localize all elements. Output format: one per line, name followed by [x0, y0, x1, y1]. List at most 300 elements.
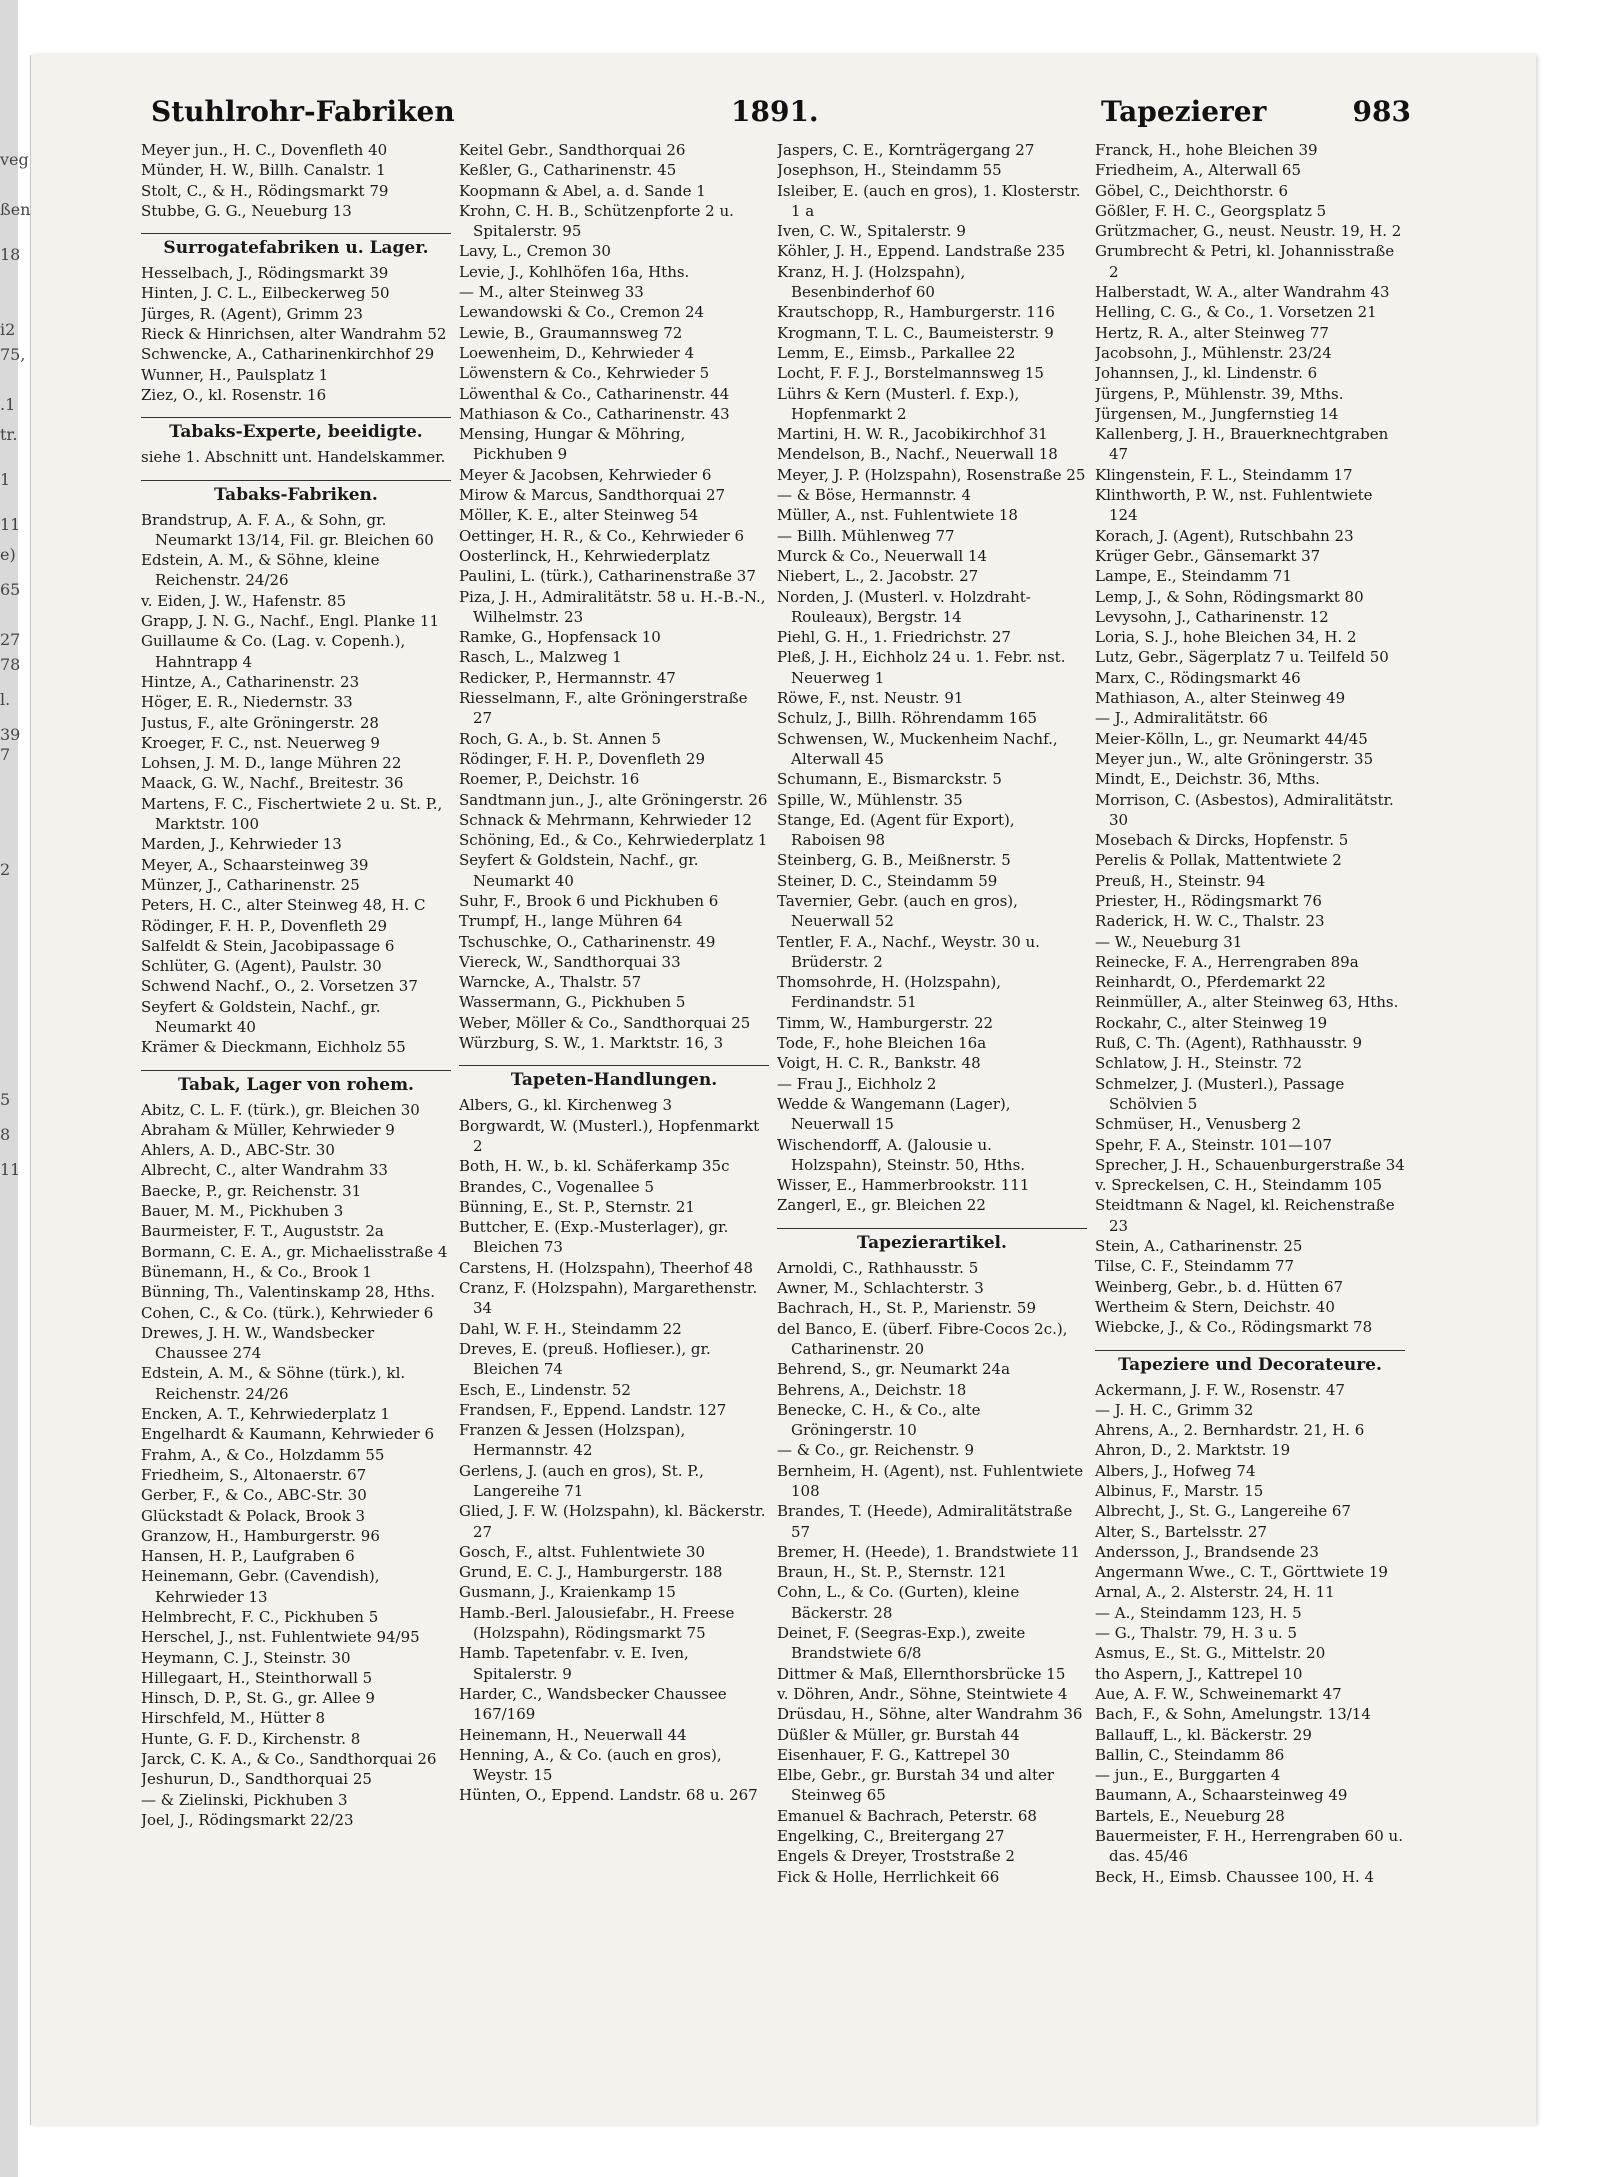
directory-entry: Tschuschke, O., Catharinenstr. 49	[459, 932, 716, 951]
directory-entry: Jürgens, P., Mühlenstr. 39, Mths.	[1095, 384, 1344, 403]
directory-entry: Jaspers, C. E., Kornträgergang 27	[777, 141, 1035, 159]
directory-entry: Mirow & Marcus, Sandthorquai 27	[459, 486, 726, 505]
directory-entry: Möller, K. E., alter Steinweg 54	[459, 506, 699, 525]
directory-entry: Stolt, C., & H., Rödingsmarkt 79	[141, 181, 389, 200]
directory-entry: Harder, C., Wandsbecker Chaussee 167/169	[459, 1684, 727, 1724]
section-heading: Tabaks-Experte, beeidigte.	[141, 417, 451, 443]
directory-entry: Timm, W., Hamburgerstr. 22	[777, 1013, 994, 1032]
directory-entry: Suhr, F., Brook 6 und Pickhuben 6	[459, 891, 719, 910]
directory-entry: Spille, W., Mühlenstr. 35	[777, 790, 963, 809]
directory-entry: Mindt, E., Deichstr. 36, Mths.	[1095, 770, 1320, 789]
section-heading: Tabak, Lager von rohem.	[141, 1070, 451, 1096]
directory-entry: Wisser, E., Hammerbrookstr. 111	[777, 1176, 1030, 1195]
directory-entry: Gerlens, J. (auch en gros), St. P., Langereihe 71	[459, 1461, 704, 1500]
directory-entry: Grund, E. C. J., Hamburgerstr. 188	[459, 1563, 723, 1582]
directory-entry: Paulini, L. (türk.), Catharinenstraße 37	[459, 567, 756, 586]
directory-entry: v. Eiden, J. W., Hafenstr. 85	[141, 591, 347, 610]
directory-entry: Cohn, L., & Co. (Gurten), kleine Bäckerstr. 28	[777, 1583, 1020, 1622]
directory-entry: Mosebach & Dircks, Hopfenstr. 5	[1095, 831, 1349, 850]
directory-entry: Pleß, J. H., Eichholz 24 u. 1. Febr. nst. Neuerweg 1	[777, 648, 1066, 687]
directory-entry: Köhler, J. H., Eppend. Landstraße 235	[777, 242, 1066, 261]
directory-entry: Heinemann, H., Neuerwall 44	[459, 1725, 687, 1744]
directory-entry: Arnoldi, C., Rathhausstr. 5	[777, 1258, 979, 1277]
directory-entry: Albrecht, C., alter Wandrahm 33	[141, 1161, 388, 1180]
directory-entry: Seyfert & Goldstein, Nachf., gr. Neumarkt 40	[141, 997, 381, 1036]
directory-entry: Stein, A., Catharinenstr. 25	[1095, 1237, 1303, 1256]
directory-entry: — A., Steindamm 123, H. 5	[1095, 1603, 1302, 1622]
directory-entry: Dreves, E. (preuß. Hoflieser.), gr. Bleichen 74	[459, 1339, 711, 1379]
directory-entry: Weinberg, Gebr., b. d. Hütten 67	[1095, 1277, 1344, 1296]
directory-entry: Rieck & Hinrichsen, alter Wandrahm 52	[141, 325, 447, 344]
directory-entry: Oosterlinck, H., Kehrwiederplatz	[459, 546, 710, 565]
directory-entry: Ballauff, L., kl. Bäckerstr. 29	[1095, 1725, 1312, 1744]
directory-entry: Korach, J. (Agent), Rutschbahn 23	[1095, 526, 1354, 545]
directory-entry: Kranz, H. J. (Holzspahn), Besenbinderhof 60	[777, 262, 966, 302]
directory-entry: Ahrens, A., 2. Bernhardstr. 21, H. 6	[1095, 1421, 1365, 1440]
directory-entry: Ahlers, A. D., ABC-Str. 30	[141, 1141, 335, 1160]
directory-entry: Krüger Gebr., Gänsemarkt 37	[1095, 546, 1321, 565]
directory-entry: siehe 1. Abschnitt unt. Handelskammer.	[141, 448, 446, 467]
margin-note: tr.	[0, 425, 18, 444]
margin-note: 39	[0, 725, 21, 744]
directory-entry: Henning, A., & Co. (auch en gros), Weystr. 15	[459, 1745, 722, 1785]
directory-entry: Tode, F., hohe Bleichen 16a	[777, 1034, 987, 1053]
directory-entry: Schwencke, A., Catharinenkirchhof 29	[141, 345, 435, 364]
directory-entry: Lemp, J., & Sohn, Rödingsmarkt 80	[1095, 587, 1364, 606]
directory-entry: — J., Admiralitätstr. 66	[1095, 709, 1268, 728]
directory-entry: Morrison, C. (Asbestos), Admiralitätstr. 30	[1095, 790, 1394, 829]
directory-entry: Dittmer & Maß, Ellernthorsbrücke 15	[777, 1664, 1066, 1683]
directory-entry: Carstens, H. (Holzspahn), Theerhof 48	[459, 1258, 754, 1277]
directory-entry: Meyer & Jacobsen, Kehrwieder 6	[459, 465, 712, 484]
directory-entry: Andersson, J., Brandsende 23	[1095, 1542, 1319, 1561]
directory-entry: Jürgensen, M., Jungfernstieg 14	[1095, 404, 1339, 423]
margin-note: l.	[0, 690, 11, 709]
directory-entry: — & Zielinski, Pickhuben 3	[141, 1790, 348, 1809]
directory-entry: Baurmeister, F. T., Auguststr. 2a	[141, 1222, 384, 1241]
directory-entry: Spehr, F. A., Steinstr. 101—107	[1095, 1135, 1332, 1154]
directory-entry: Asmus, E., St. G., Mittelstr. 20	[1095, 1644, 1326, 1663]
directory-entry: tho Aspern, J., Kattrepel 10	[1095, 1664, 1303, 1683]
directory-entry: Schmelzer, J. (Musterl.), Passage Schölvien 5	[1095, 1074, 1345, 1113]
directory-entry: Lührs & Kern (Musterl. f. Exp.), Hopfenmarkt 2	[777, 384, 1020, 423]
directory-entry: Mathiason & Co., Catharinenstr. 43	[459, 404, 730, 423]
directory-entry: Drewes, J. H. W., Wandsbecker Chaussee 274	[141, 1323, 375, 1363]
directory-entry: Deinet, F. (Seegras-Exp.), zweite Brandstwiete 6/8	[777, 1624, 1026, 1663]
directory-entry: Hirschfeld, M., Hütter 8	[141, 1709, 325, 1728]
directory-columns	[141, 140, 1411, 2100]
directory-entry: Wunner, H., Paulsplatz 1	[141, 365, 329, 384]
directory-entry: Beck, H., Eimsb. Chaussee 100, H. 4	[1095, 1867, 1375, 1886]
directory-entry: Wiebcke, J., & Co., Rödingsmarkt 78	[1095, 1318, 1373, 1337]
directory-entry: Priester, H., Rödingsmarkt 76	[1095, 891, 1322, 910]
directory-entry: Hansen, H. P., Laufgraben 6	[141, 1547, 355, 1566]
directory-entry: Lewandowski & Co., Cremon 24	[459, 303, 705, 322]
directory-entry: — Frau J., Eichholz 2	[777, 1074, 937, 1093]
directory-entry: Edstein, A. M., & Söhne (türk.), kl. Reichenstr. 24/26	[141, 1364, 406, 1403]
directory-entry: Martens, F. C., Fischertwiete 2 u. St. P., Marktstr. 100	[141, 794, 443, 834]
page-number: 983	[1352, 95, 1411, 128]
directory-entry: Löwenstern & Co., Kehrwieder 5	[459, 364, 710, 383]
directory-entry: Meyer, A., Schaarsteinweg 39	[141, 855, 369, 874]
directory-entry: Münder, H. W., Billh. Canalstr. 1	[141, 161, 386, 180]
directory-entry: Lohsen, J. M. D., lange Mühren 22	[141, 754, 402, 773]
directory-entry: Zangerl, E., gr. Bleichen 22	[777, 1196, 986, 1215]
directory-entry: Bachrach, H., St. P., Marienstr. 59	[777, 1299, 1036, 1318]
directory-entry: Marden, J., Kehrwieder 13	[141, 835, 342, 854]
directory-entry: Cranz, F. (Holzspahn), Margarethenstr. 34	[459, 1279, 758, 1318]
margin-note: 7	[0, 745, 11, 764]
directory-entry: — M., alter Steinweg 33	[459, 283, 644, 302]
directory-entry: Behrens, A., Deichstr. 18	[777, 1380, 967, 1399]
directory-entry: Esch, E., Lindenstr. 52	[459, 1380, 631, 1399]
margin-note: 18	[0, 245, 21, 264]
directory-entry: Münzer, J., Catharinenstr. 25	[141, 875, 360, 894]
section-heading: Tapezierartikel.	[777, 1228, 1087, 1254]
directory-entry: Redicker, P., Hermannstr. 47	[459, 668, 676, 687]
directory-entry: Loria, S. J., hohe Bleichen 34, H. 2	[1095, 628, 1357, 647]
directory-entry: Kallenberg, J. H., Brauerknechtgraben 47	[1095, 425, 1389, 464]
directory-entry: Joel, J., Rödingsmarkt 22/23	[141, 1810, 354, 1829]
directory-entry: Riesselmann, F., alte Gröningerstraße 27	[459, 689, 748, 728]
directory-entry: Steidtmann & Nagel, kl. Reichenstraße 23	[1095, 1196, 1395, 1235]
directory-entry: Heinemann, Gebr. (Cavendish), Kehrwieder 13	[141, 1567, 380, 1606]
directory-entry: Höger, E. R., Niedernstr. 33	[141, 693, 353, 712]
directory-entry: Glückstadt & Polack, Brook 3	[141, 1506, 366, 1525]
directory-entry: Meyer jun., W., alte Gröningerstr. 35	[1095, 749, 1374, 768]
section-heading: Surrogatefabriken u. Lager.	[141, 233, 451, 259]
directory-entry: Herschel, J., nst. Fuhlentwiete 94/95	[141, 1628, 420, 1647]
directory-entry: Hamb. Tapetenfabr. v. E. Iven, Spitalerstr. 9	[459, 1644, 689, 1683]
directory-entry: Awner, M., Schlachterstr. 3	[777, 1279, 984, 1298]
directory-entry: Wischendorff, A. (Jalousie u. Holzspahn), Steinstr. 50, Hths.	[777, 1135, 1026, 1174]
directory-entry: Aue, A. F. W., Schweinemarkt 47	[1095, 1684, 1342, 1703]
directory-entry: Heymann, C. J., Steinstr. 30	[141, 1648, 351, 1667]
directory-entry: Glied, J. F. W. (Holzspahn), kl. Bäckerstr. 27	[459, 1502, 766, 1541]
directory-entry: Viereck, W., Sandthorquai 33	[459, 952, 681, 971]
directory-entry: Albrecht, J., St. G., Langereihe 67	[1095, 1502, 1351, 1521]
directory-entry: Kroeger, F. C., nst. Neuerweg 9	[141, 733, 380, 752]
directory-entry: Ziez, O., kl. Rosenstr. 16	[141, 385, 327, 404]
directory-entry: Dahl, W. F. H., Steindamm 22	[459, 1319, 682, 1338]
directory-entry: Peters, H. C., alter Steinweg 48, H. C	[141, 896, 426, 915]
directory-entry: Alter, S., Bartelsstr. 27	[1095, 1522, 1268, 1541]
directory-entry: Edstein, A. M., & Söhne, kleine Reichenstr. 24/26	[141, 551, 380, 590]
directory-entry: Ramke, G., Hopfensack 10	[459, 628, 661, 647]
directory-entry: Sprecher, J. H., Schauenburgerstraße 34	[1095, 1155, 1405, 1174]
directory-entry: Salfeldt & Stein, Jacobipassage 6	[141, 936, 395, 955]
page-header	[141, 95, 1411, 135]
directory-entry: Krautschopp, R., Hamburgerstr. 116	[777, 303, 1055, 322]
header-right-title: Tapezierer	[1101, 95, 1267, 128]
directory-entry: Braun, H., St. P., Sternstr. 121	[777, 1563, 1008, 1582]
directory-entry: Albinus, F., Marstr. 15	[1095, 1482, 1264, 1500]
directory-entry: Franzen & Jessen (Holzspan), Hermannstr. 42	[459, 1421, 686, 1460]
directory-entry: Bartels, E., Neueburg 28	[1095, 1806, 1285, 1825]
margin-note: veg	[0, 150, 29, 169]
directory-entry: Cohen, C., & Co. (türk.), Kehrwieder 6	[141, 1303, 434, 1322]
margin-note: 2	[0, 860, 11, 879]
column-1	[141, 140, 451, 2100]
margin-note: 1	[0, 470, 11, 489]
directory-entry: Mathiason, A., alter Steinweg 49	[1095, 689, 1346, 708]
directory-entry: Emanuel & Bachrach, Peterstr. 68	[777, 1806, 1037, 1825]
directory-entry: v. Spreckelsen, C. H., Steindamm 105	[1095, 1176, 1382, 1195]
directory-entry: Elbe, Gebr., gr. Burstah 34 und alter Steinweg 65	[777, 1766, 1055, 1805]
directory-entry: — & Böse, Hermannstr. 4	[777, 486, 971, 505]
directory-entry: Voigt, H. C. R., Bankstr. 48	[777, 1054, 981, 1073]
directory-entry: Oettinger, H. R., & Co., Kehrwieder 6	[459, 526, 745, 545]
directory-entry: Maack, G. W., Nachf., Breitestr. 36	[141, 774, 404, 793]
directory-entry: Borgwardt, W. (Musterl.), Hopfenmarkt 2	[459, 1116, 760, 1155]
column-2	[459, 140, 769, 2100]
directory-entry: Both, H. W., b. kl. Schäferkamp 35c	[459, 1157, 730, 1176]
directory-entry: del Banco, E. (überf. Fibre-Cocos 2c.), Catharinenstr. 20	[777, 1319, 1068, 1358]
directory-entry: — Billh. Mühlenweg 77	[777, 526, 955, 545]
directory-entry: Norden, J. (Musterl. v. Holzdraht-Rouleaux), Bergstr. 14	[777, 587, 1031, 626]
directory-entry: Helling, C. G., & Co., 1. Vorsetzen 21	[1095, 303, 1377, 322]
directory-entry: Wedde & Wangemann (Lager), Neuerwall 15	[777, 1094, 1011, 1134]
directory-entry: Lemm, E., Eimsb., Parkallee 22	[777, 343, 1016, 362]
directory-entry: Warncke, A., Thalstr. 57	[459, 973, 642, 992]
directory-entry: Isleiber, E. (auch en gros), 1. Klosterstr. 1 a	[777, 181, 1081, 220]
directory-entry: Perelis & Pollak, Mattentwiete 2	[1095, 851, 1342, 870]
directory-entry: Löwenthal & Co., Catharinenstr. 44	[459, 384, 730, 403]
directory-entry: Rasch, L., Malzweg 1	[459, 648, 622, 667]
directory-entry: Würzburg, S. W., 1. Marktstr. 16, 3	[459, 1034, 724, 1053]
directory-entry: Levysohn, J., Catharinenstr. 12	[1095, 607, 1329, 626]
directory-entry: Weber, Möller & Co., Sandthorquai 25	[459, 1013, 751, 1032]
directory-entry: Schmüser, H., Venusberg 2	[1095, 1115, 1302, 1134]
directory-entry: Reinhardt, O., Pferdemarkt 22	[1095, 973, 1326, 992]
margin-note: i2	[0, 320, 16, 339]
directory-entry: Schwensen, W., Muckenheim Nachf., Alterwall 45	[777, 729, 1058, 768]
section-heading: Tapeten-Handlungen.	[459, 1065, 769, 1091]
directory-entry: Mensing, Hungar & Möhring, Pickhuben 9	[459, 425, 686, 464]
directory-entry: Krämer & Dieckmann, Eichholz 55	[141, 1038, 406, 1057]
directory-entry: Klingenstein, F. L., Steindamm 17	[1095, 465, 1353, 484]
directory-entry: Jeshurun, D., Sandthorquai 25	[141, 1770, 372, 1789]
directory-entry: — jun., E., Burggarten 4	[1095, 1766, 1281, 1785]
directory-entry: Brandes, C., Vogenallee 5	[459, 1177, 654, 1196]
directory-entry: Hamb.-Berl. Jalousiefabr., H. Freese (Holzspahn), Rödingsmarkt 75	[459, 1603, 735, 1643]
directory-entry: Albers, J., Hofweg 74	[1095, 1461, 1256, 1480]
directory-entry: Eisenhauer, F. G., Kattrepel 30	[777, 1745, 1010, 1764]
directory-entry: Justus, F., alte Gröningerstr. 28	[141, 713, 379, 732]
directory-entry: Grapp, J. N. G., Nachf., Engl. Planke 11	[141, 612, 439, 631]
margin-note: 78	[0, 655, 21, 674]
directory-entry: Brandstrup, A. F. A., & Sohn, gr. Neumarkt 13/14, Fil. gr. Bleichen 60	[141, 510, 434, 549]
directory-entry: Hesselbach, J., Rödingsmarkt 39	[141, 264, 389, 283]
directory-entry: Schnack & Mehrmann, Kehrwieder 12	[459, 810, 752, 829]
directory-entry: Gosch, F., altst. Fuhlentwiete 30	[459, 1542, 706, 1561]
directory-entry: Brandes, T. (Heede), Admiralitätstraße 57	[777, 1502, 1073, 1541]
directory-entry: Murck & Co., Neuerwall 14	[777, 546, 988, 565]
directory-entry: Schlüter, G. (Agent), Paulstr. 30	[141, 957, 382, 976]
directory-entry: Düßler & Müller, gr. Burstah 44	[777, 1725, 1020, 1744]
directory-entry: Abraham & Müller, Kehrwieder 9	[141, 1120, 395, 1139]
directory-entry: Lampe, E., Steindamm 71	[1095, 567, 1292, 586]
directory-entry: Schulz, J., Billh. Röhrendamm 165	[777, 709, 1038, 728]
directory-entry: Bünemann, H., & Co., Brook 1	[141, 1262, 372, 1281]
directory-entry: Tavernier, Gebr. (auch en gros), Neuerwall 52	[777, 891, 1018, 931]
directory-entry: Hinten, J. C. L., Eilbeckerweg 50	[141, 284, 390, 303]
header-left-title: Stuhlrohr-Fabriken	[151, 95, 455, 128]
margin-note: 27	[0, 630, 21, 649]
directory-entry: Ballin, C., Steindamm 86	[1095, 1745, 1285, 1764]
directory-entry: Thomsohrde, H. (Holzspahn), Ferdinandstr. 51	[777, 973, 1001, 1012]
directory-entry: Bremer, H. (Heede), 1. Brandstwiete 11	[777, 1542, 1080, 1561]
directory-entry: — G., Thalstr. 79, H. 3 u. 5	[1095, 1624, 1298, 1643]
directory-entry: Frahm, A., & Co., Holzdamm 55	[141, 1445, 385, 1464]
directory-entry: Göbel, C., Deichthorstr. 6	[1095, 181, 1289, 200]
directory-entry: Baumann, A., Schaarsteinweg 49	[1095, 1786, 1348, 1805]
directory-entry: Bernheim, H. (Agent), nst. Fuhlentwiete 108	[777, 1461, 1084, 1500]
margin-note: 65	[0, 580, 21, 599]
margin-note: 11	[0, 515, 21, 534]
directory-entry: Helmbrecht, F. C., Pickhuben 5	[141, 1608, 379, 1626]
directory-entry: Halberstadt, W. A., alter Wandrahm 43	[1095, 283, 1390, 302]
directory-entry: Buttcher, E. (Exp.-Musterlager), gr. Bleichen 73	[459, 1218, 729, 1257]
directory-entry: Angermann Wwe., C. T., Görttwiete 19	[1095, 1563, 1388, 1582]
directory-entry: Hintze, A., Catharinenstr. 23	[141, 672, 360, 691]
directory-entry: Piehl, G. H., 1. Friedrichstr. 27	[777, 628, 1011, 647]
directory-entry: Meier-Kölln, L., gr. Neumarkt 44/45	[1095, 729, 1368, 748]
directory-entry: Frandsen, F., Eppend. Landstr. 127	[459, 1400, 727, 1419]
directory-entry: Mendelson, B., Nachf., Neuerwall 18	[777, 445, 1058, 464]
directory-entry: Stange, Ed. (Agent für Export), Raboisen 98	[777, 810, 1015, 850]
section-heading: Tapeziere und Decorateure.	[1095, 1350, 1405, 1376]
directory-entry: Sandtmann jun., J., alte Gröningerstr. 26	[459, 790, 768, 809]
directory-entry: Engels & Dreyer, Troststraße 2	[777, 1847, 1015, 1866]
directory-entry: Friedheim, A., Alterwall 65	[1095, 161, 1302, 180]
directory-entry: Meyer, J. P. (Holzspahn), Rosenstraße 25	[777, 465, 1086, 484]
directory-entry: Guillaume & Co. (Lag. v. Copenh.), Hahntrapp 4	[141, 632, 406, 671]
directory-page	[30, 55, 1536, 2125]
directory-entry: Iven, C. W., Spitalerstr. 9	[777, 222, 966, 241]
directory-entry: Bünning, Th., Valentinskamp 28, Hths.	[141, 1283, 435, 1302]
directory-entry: — W., Neueburg 31	[1095, 932, 1243, 951]
column-4	[1095, 140, 1405, 2100]
directory-entry: Ackermann, J. F. W., Rosenstr. 47	[1095, 1380, 1345, 1399]
directory-entry: Schumann, E., Bismarckstr. 5	[777, 770, 1002, 789]
margin-note: 8	[0, 1125, 11, 1144]
directory-entry: Reinecke, F. A., Herrengraben 89a	[1095, 952, 1359, 971]
directory-entry: Gößler, F. H. C., Georgsplatz 5	[1095, 201, 1327, 220]
directory-entry: Granzow, H., Hamburgerstr. 96	[141, 1526, 380, 1545]
directory-entry: Engelhardt & Kaumann, Kehrwieder 6	[141, 1425, 434, 1444]
directory-entry: Wassermann, G., Pickhuben 5	[459, 993, 686, 1012]
directory-entry: Hertz, R. A., alter Steinweg 77	[1095, 323, 1329, 342]
directory-entry: Lutz, Gebr., Sägerplatz 7 u. Teilfeld 50	[1095, 648, 1389, 667]
directory-entry: Abitz, C. L. F. (türk.), gr. Bleichen 30	[141, 1100, 420, 1119]
directory-entry: Grumbrecht & Petri, kl. Johannisstraße 2	[1095, 242, 1395, 281]
directory-entry: Bauermeister, F. H., Herrengraben 60 u. das. 45/46	[1095, 1827, 1403, 1866]
directory-entry: Klinthworth, P. W., nst. Fuhlentwiete 124	[1095, 486, 1373, 525]
directory-entry: Bormann, C. E. A., gr. Michaelisstraße 4	[141, 1242, 448, 1261]
directory-entry: Benecke, C. H., & Co., alte Gröningerstr. 10	[777, 1400, 981, 1440]
directory-entry: Gerber, F., & Co., ABC-Str. 30	[141, 1486, 367, 1505]
directory-entry: Rockahr, C., alter Steinweg 19	[1095, 1013, 1328, 1032]
margin-note: 75,	[0, 345, 26, 364]
directory-entry: Trumpf, H., lange Mühren 64	[459, 912, 683, 931]
directory-entry: Steinberg, G. B., Meißnerstr. 5	[777, 851, 1011, 870]
directory-entry: Ruß, C. Th. (Agent), Rathhausstr. 9	[1095, 1034, 1362, 1053]
directory-entry: Steiner, D. C., Steindamm 59	[777, 871, 998, 890]
directory-entry: Roch, G. A., b. St. Annen 5	[459, 729, 662, 748]
directory-entry: Marx, C., Rödingsmarkt 46	[1095, 668, 1301, 687]
directory-entry: Röwe, F., nst. Neustr. 91	[777, 689, 964, 708]
directory-entry: Schlatow, J. H., Steinstr. 72	[1095, 1054, 1303, 1073]
directory-entry: Keitel Gebr., Sandthorquai 26	[459, 141, 686, 159]
margin-note: e)	[0, 545, 16, 564]
directory-entry: Lewie, B., Graumannsweg 72	[459, 323, 683, 342]
directory-entry: Krogmann, T. L. C., Baumeisterstr. 9	[777, 323, 1054, 342]
margin-note: .1	[0, 395, 16, 414]
directory-entry: Raderick, H. W. C., Thalstr. 23	[1095, 912, 1325, 931]
directory-entry: Jarck, C. K. A., & Co., Sandthorquai 26	[141, 1750, 437, 1769]
directory-entry: Bauer, M. M., Pickhuben 3	[141, 1202, 344, 1221]
directory-entry: Hillegaart, H., Steinthorwall 5	[141, 1668, 373, 1687]
margin-note: 11	[0, 1160, 21, 1179]
directory-entry: Hinsch, D. P., St. G., gr. Allee 9	[141, 1689, 375, 1708]
header-year: 1891.	[731, 95, 819, 128]
directory-entry: Keßler, G., Catharinenstr. 45	[459, 161, 677, 180]
directory-entry: — J. H. C., Grimm 32	[1095, 1400, 1254, 1419]
column-3	[777, 140, 1087, 2100]
directory-entry: Niebert, L., 2. Jacobstr. 27	[777, 567, 979, 586]
directory-entry: Jürges, R. (Agent), Grimm 23	[141, 304, 363, 323]
directory-entry: Wertheim & Stern, Deichstr. 40	[1095, 1297, 1335, 1316]
directory-entry: Friedheim, S., Altonaerstr. 67	[141, 1465, 367, 1484]
directory-entry: Behrend, S., gr. Neumarkt 24a	[777, 1360, 1011, 1379]
directory-entry: Engelking, C., Breitergang 27	[777, 1827, 1005, 1846]
directory-entry: Müller, A., nst. Fuhlentwiete 18	[777, 506, 1018, 525]
directory-entry: Seyfert & Goldstein, Nachf., gr. Neumarkt 40	[459, 851, 699, 890]
directory-entry: Tentler, F. A., Nachf., Weystr. 30 u. Brüderstr. 2	[777, 932, 1040, 971]
directory-entry: Fick & Holle, Herrlichkeit 66	[777, 1867, 1000, 1886]
directory-entry: Bünning, E., St. P., Sternstr. 21	[459, 1197, 695, 1216]
directory-entry: Encken, A. T., Kehrwiederplatz 1	[141, 1405, 390, 1424]
directory-entry: — & Co., gr. Reichenstr. 9	[777, 1441, 974, 1460]
directory-entry: Johannsen, J., kl. Lindenstr. 6	[1095, 364, 1318, 383]
directory-entry: Koopmann & Abel, a. d. Sande 1	[459, 181, 706, 200]
directory-entry: Arnal, A., 2. Alsterstr. 24, H. 11	[1095, 1583, 1335, 1602]
directory-entry: Roemer, P., Deichstr. 16	[459, 770, 640, 789]
directory-entry: Stubbe, G. G., Neueburg 13	[141, 201, 352, 220]
directory-entry: Schöning, Ed., & Co., Kehrwiederplatz 1	[459, 831, 768, 850]
directory-entry: Baecke, P., gr. Reichenstr. 31	[141, 1181, 362, 1200]
directory-entry: Josephson, H., Steindamm 55	[777, 161, 1002, 180]
directory-entry: Ahron, D., 2. Marktstr. 19	[1095, 1441, 1291, 1460]
directory-entry: Albers, G., kl. Kirchenweg 3	[459, 1096, 673, 1115]
directory-entry: Preuß, H., Steinstr. 94	[1095, 871, 1266, 890]
margin-note: 5	[0, 1090, 11, 1109]
directory-entry: Grützmacher, G., neust. Neustr. 19, H. 2	[1095, 222, 1402, 241]
directory-entry: Rödinger, F. H. P., Dovenfleth 29	[141, 916, 387, 935]
directory-entry: Meyer jun., H. C., Dovenfleth 40	[141, 141, 388, 159]
directory-entry: Krohn, C. H. B., Schützenpforte 2 u. Spitalerstr. 95	[459, 201, 734, 241]
directory-entry: Jacobsohn, J., Mühlenstr. 23/24	[1095, 343, 1332, 362]
directory-entry: Franck, H., hohe Bleichen 39	[1095, 141, 1318, 159]
margin-note: ßen	[0, 200, 31, 219]
directory-entry: Reinmüller, A., alter Steinweg 63, Hths.	[1095, 993, 1399, 1012]
directory-entry: Schwend Nachf., O., 2. Vorsetzen 37	[141, 977, 418, 996]
directory-entry: Martini, H. W. R., Jacobikirchhof 31	[777, 425, 1048, 444]
directory-entry: Piza, J. H., Admiralitätstr. 58 u. H.-B.-N., Wilhelmstr. 23	[459, 587, 766, 626]
directory-entry: Gusmann, J., Kraienkamp 15	[459, 1583, 676, 1602]
directory-entry: Locht, F. F. J., Borstelmannsweg 15	[777, 364, 1044, 383]
